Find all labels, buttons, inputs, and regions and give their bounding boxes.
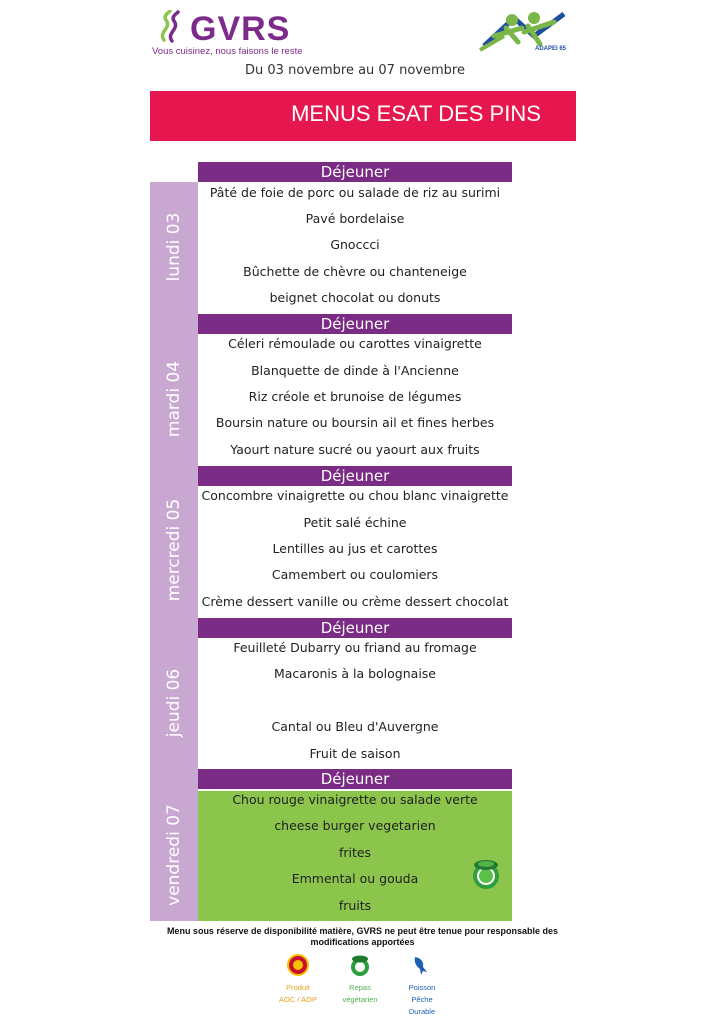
course-item: Lentilles au jus et carottes [272, 541, 438, 556]
course-item: Emmental ou gouda [291, 871, 419, 886]
course-item: Cantal ou Bleu d'Auvergne [271, 719, 439, 734]
legend-text-line: Repas [349, 983, 371, 992]
logo-tagline: Vous cuisinez, nous faisons le reste [152, 46, 303, 57]
partner-logo [474, 6, 570, 56]
legend-aoc-aop [263, 954, 333, 1006]
meal-header: Déjeuner [198, 618, 512, 638]
vegetarian-icon [349, 954, 371, 976]
course-item: Pavé bordelaise [305, 211, 405, 226]
course-item: Concombre vinaigrette ou chou blanc vinaigrette [201, 488, 509, 503]
course-item: Bûchette de chèvre ou chanteneige [243, 264, 467, 279]
fish-icon [411, 954, 433, 976]
course-item: beignet chocolat ou donuts [269, 290, 441, 305]
day-label: mercredi 05 [164, 498, 184, 602]
course-item: Camembert ou coulomiers [271, 567, 439, 582]
course-item: Chou rouge vinaigrette ou salade verte [232, 792, 478, 807]
course-item: Feuilleté Dubarry ou friand au fromage [233, 640, 477, 655]
disclaimer-note: Menu sous réserve de disponibilité matière, GVRS ne peut être tenue pour responsable des modifications apportées [166, 926, 559, 947]
legend-text-line: AOC / AOP [279, 995, 317, 1004]
meal-header: Déjeuner [198, 466, 512, 486]
course-item: Pâté de foie de porc ou salade de riz au surimi [209, 185, 501, 200]
course-item: Fruit de saison [309, 746, 401, 761]
partner-logo-text: ADAPEI 65 [534, 46, 566, 52]
legend-fish [387, 954, 457, 1018]
course-item: frites [338, 845, 372, 860]
course-item: cheese burger vegetarien [274, 818, 436, 833]
course-item: Blanquette de dinde à l'Ancienne [251, 363, 459, 378]
day-label: lundi 03 [164, 212, 184, 282]
day-label: vendredi 07 [164, 804, 184, 906]
legend-text-line: Produit [286, 983, 310, 992]
steam-swirl-icon [156, 10, 186, 44]
meal-header: Déjeuner [198, 162, 512, 182]
course-item: Crème dessert vanille ou crème dessert chocolat [201, 594, 509, 609]
page-title: MENUS ESAT DES PINS [291, 101, 541, 126]
date-range: Du 03 novembre au 07 novembre [245, 63, 465, 78]
meal-header: Déjeuner [198, 314, 512, 334]
course-item: Riz créole et brunoise de légumes [248, 389, 462, 404]
legend-text-line: végétarien [342, 995, 378, 1004]
course-item: Macaronis à la bolognaise [273, 666, 436, 681]
course-item: Céleri rémoulade ou carottes vinaigrette [228, 336, 482, 351]
course-item: Yaourt nature sucré ou yaourt aux fruits [230, 442, 480, 457]
logo-wordmark: GVRS [190, 10, 291, 48]
title-banner [150, 91, 576, 141]
legend-vegetarian [325, 954, 395, 1006]
vegetarian-icon [470, 858, 502, 890]
gvrs-logo [150, 8, 330, 60]
legend-text-line: Durable [408, 1007, 436, 1016]
legend-text-line: Poisson [408, 983, 436, 992]
course-item: Boursin nature ou boursin ail et fines herbes [215, 415, 495, 430]
legend-text-line: Pêche [411, 995, 433, 1004]
course-item: Petit salé échine [303, 515, 407, 530]
day-label: jeudi 06 [164, 668, 184, 738]
course-item: Gnoccci [330, 237, 380, 252]
aoc-aop-icon [287, 954, 309, 976]
course-item: fruits [338, 898, 372, 913]
meal-header: Déjeuner [198, 769, 512, 789]
day-label: mardi 04 [164, 360, 184, 438]
